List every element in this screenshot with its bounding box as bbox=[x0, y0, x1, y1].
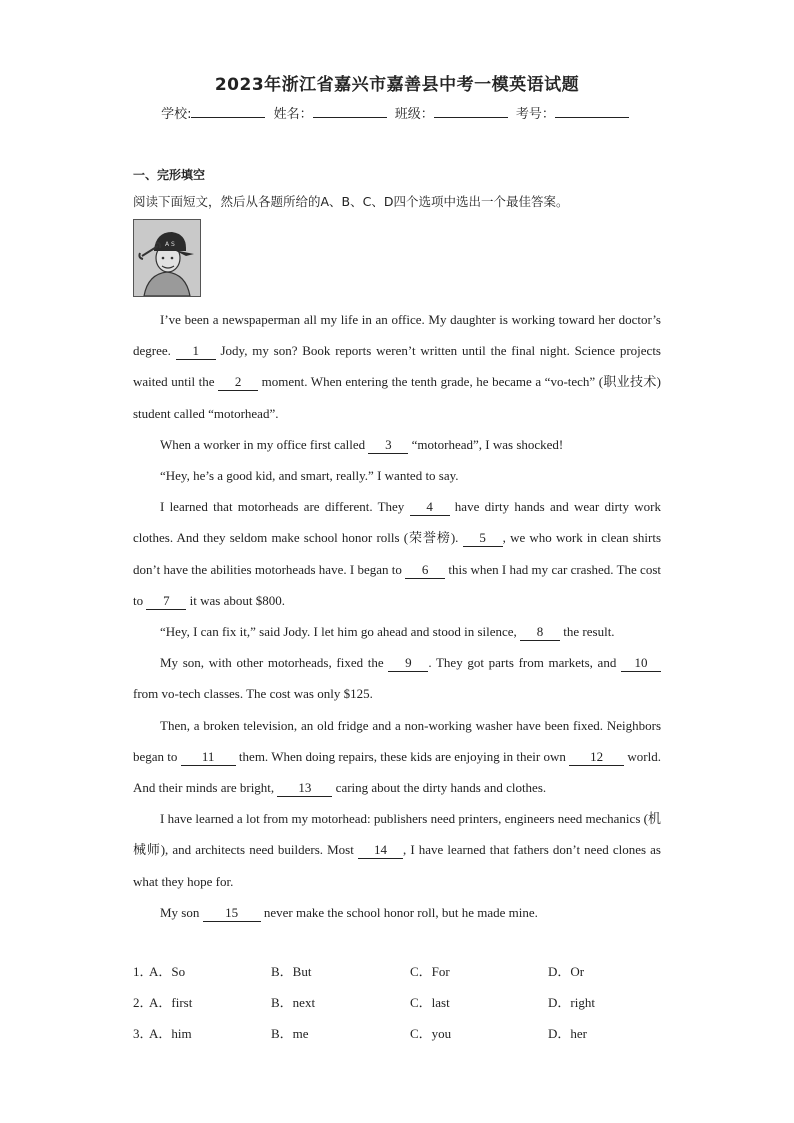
option-b[interactable]: B．But bbox=[271, 964, 312, 979]
blank-3[interactable]: 3 bbox=[368, 437, 408, 454]
option-a[interactable]: A．So bbox=[149, 964, 186, 979]
option-c[interactable]: C．you bbox=[410, 1026, 452, 1042]
svg-text:A S: A S bbox=[165, 241, 175, 248]
paragraph-9: My son 15 never make the school honor roll, but he made mine. bbox=[160, 904, 538, 920]
option-b[interactable]: B．next bbox=[271, 995, 316, 1011]
options-list bbox=[133, 956, 693, 1050]
paragraph-4: I learned that motorheads are different. They 4 have dirty hands and wear dirty work clothes. And they seldom make school honor rolls (荣誉榜). 5 , we who work in clean shirts don’t have the abilities motorheads have. I began to 6 this when I had my car crashed. The cost to 7 it was about $800. bbox=[133, 499, 661, 608]
class-blank[interactable] bbox=[434, 105, 508, 118]
question-number: 1． bbox=[133, 964, 153, 979]
question-row bbox=[133, 987, 693, 1018]
exam-title: 2023年浙江省嘉兴市嘉善县中考一模英语试题 bbox=[214, 75, 580, 95]
option-d[interactable]: D．right bbox=[548, 995, 595, 1011]
name-blank[interactable] bbox=[313, 105, 387, 118]
blank-5[interactable]: 5 bbox=[463, 530, 503, 547]
number-label: 考号： bbox=[515, 107, 555, 122]
passage bbox=[133, 304, 661, 928]
paragraph-1: I’ve been a newspaperman all my life in an office. My daughter is working toward her doctor’s degree. 1 Jody, my son? Book reports weren’t written until the final night. Science projects waited until the 2 moment. When entering the tenth grade, he became a “vo-tech” (职业技术) student called “motorhead”. bbox=[133, 312, 661, 421]
blank-12[interactable]: 12 bbox=[569, 749, 624, 766]
blank-14[interactable]: 14 bbox=[358, 842, 403, 859]
blank-4[interactable]: 4 bbox=[410, 499, 450, 516]
option-a[interactable]: A．first bbox=[149, 995, 193, 1011]
paragraph-5: “Hey, I can fix it,” said Jody. I let him go ahead and stood in silence, 8 the result. bbox=[160, 624, 615, 640]
question-number: 2． bbox=[133, 995, 153, 1011]
name-label: 姓名： bbox=[273, 107, 313, 122]
number-blank[interactable] bbox=[555, 105, 629, 118]
blank-13[interactable]: 13 bbox=[277, 780, 332, 797]
motorhead-cartoon-image bbox=[133, 219, 201, 297]
option-a[interactable]: A．him bbox=[149, 1026, 192, 1042]
blank-7[interactable]: 7 bbox=[146, 593, 186, 610]
blank-11[interactable]: 11 bbox=[181, 749, 236, 766]
option-d[interactable]: D．Or bbox=[548, 964, 585, 979]
cartoon-illustration bbox=[134, 220, 200, 296]
paragraph-3: “Hey, he’s a good kid, and smart, really.” I wanted to say. bbox=[160, 468, 459, 484]
paragraph-7: Then, a broken television, an old fridge and a non-working washer have been fixed. Neighbors began to 11 them. When doing repairs, these kids are enjoying in their own 12 world. And their minds are bright, 13 caring about the dirty hands and clothes. bbox=[133, 717, 661, 796]
question-row bbox=[133, 1018, 693, 1049]
blank-15[interactable]: 15 bbox=[203, 905, 261, 922]
blank-6[interactable]: 6 bbox=[405, 562, 445, 579]
blank-8[interactable]: 8 bbox=[520, 624, 560, 641]
school-blank[interactable] bbox=[191, 105, 265, 118]
section-instruction: 阅读下面短文，然后从各题所给的A、B、C、D四个选项中选出一个最佳答案。 bbox=[133, 194, 569, 209]
paragraph-6: My son, with other motorheads, fixed the 9 . They got parts from markets, and 10 from vo-tech classes. The cost was only $125. bbox=[133, 647, 661, 709]
class-label: 班级： bbox=[394, 107, 434, 122]
option-c[interactable]: C．last bbox=[410, 995, 450, 1011]
blank-10[interactable]: 10 bbox=[621, 655, 661, 672]
blank-2[interactable]: 2 bbox=[218, 374, 258, 391]
blank-1[interactable]: 1 bbox=[176, 343, 216, 360]
question-row bbox=[133, 956, 693, 987]
school-label: 学校: bbox=[161, 107, 192, 122]
blank-9[interactable]: 9 bbox=[388, 655, 428, 672]
paragraph-2: When a worker in my office first called 3 “motorhead”, I was shocked! bbox=[160, 436, 564, 452]
question-number: 3． bbox=[133, 1026, 153, 1042]
paragraph-8: I have learned a lot from my motorhead: publishers need printers, engineers need mechanics (机械师), and architects need builders. Most 14 , I have learned that fathers don’t need clones as what they hope for. bbox=[133, 811, 661, 889]
option-c[interactable]: C．For bbox=[410, 964, 450, 979]
option-d[interactable]: D．her bbox=[548, 1026, 587, 1042]
option-b[interactable]: B．me bbox=[271, 1026, 309, 1042]
student-info-line bbox=[0, 103, 794, 122]
section-title: 一、完形填空 bbox=[133, 168, 206, 182]
